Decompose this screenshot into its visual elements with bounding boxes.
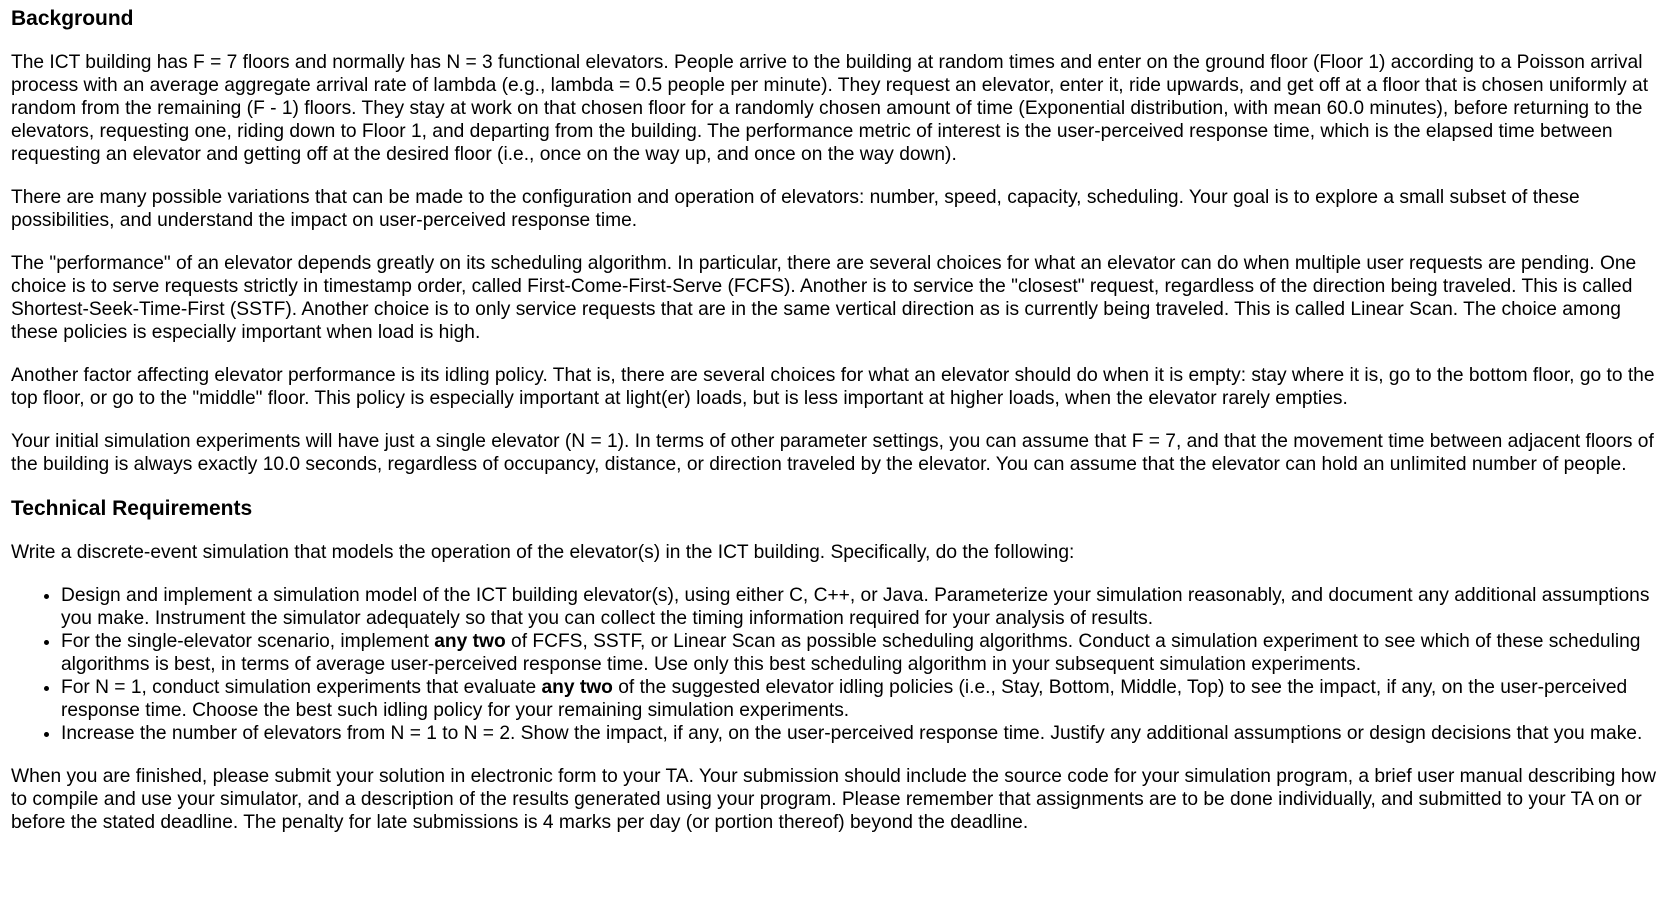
list-item: • Design and implement a simulation model of the ICT building elevator(s), using either C, C++, or Java. Parameterize your simulation reasonably, and document any additional assumptions you make. Instrument the simulator adequately so that you can collect the timing information required for your analysis of results. (61, 584, 1661, 630)
list-item (61, 676, 1661, 722)
background-paragraph-4: Another factor affecting elevator performance is its idling policy. That is, there are several choices for what an elevator should do when it is empty: stay where it is, go to the bottom floor, go to the top floor, or go to the "middle" floor. This policy is especially important at light(er) loads, but is less important at higher loads, when the elevator rarely empties. (11, 365, 1655, 409)
list-item-text: For the single-elevator scenario, implement (61, 631, 435, 652)
background-paragraph-1: The ICT building has F = 7 floors and normally has N = 3 functional elevators. People arrive to the building at random times and enter on the ground floor (Floor 1) according to a Poisson arrival process with an average aggregate arrival rate of lambda (e.g., lambda = 0.5 people per minute). They request an elevator, enter it, ride upwards, and get off at a floor that is chosen uniformly at random from the remaining (F - 1) floors. They stay at work on that chosen floor for a randomly chosen amount of time (Exponential distribution, with mean 60.0 minutes), before returning to the elevators, requesting one, riding down to Floor 1, and departing from the building. The performance metric of interest is the user-perceived response time, which is the elapsed time between requesting an elevator and getting off at the desired floor (i.e., once on the way up, and once on the way down). (11, 52, 1649, 165)
background-paragraph-5: Your initial simulation experiments will have just a single elevator (N = 1). In terms of other parameter settings, you can assume that F = 7, and that the movement time between adjacent floors of the building is always exactly 10.0 seconds, regardless of occupancy, distance, or direction traveled by the elevator. You can assume that the elevator can hold an unlimited number of people. (11, 431, 1654, 475)
list-item (61, 630, 1661, 676)
technical-intro: Write a discrete-event simulation that models the operation of the elevator(s) in the ICT building. Specifically, do the following: (11, 542, 1075, 563)
requirements-list (11, 584, 1661, 745)
background-heading: Background (11, 7, 134, 30)
list-item-emphasis: any two (434, 631, 506, 652)
list-item-text: For N = 1, conduct simulation experiments that evaluate (61, 677, 542, 698)
closing-paragraph: When you are finished, please submit your solution in electronic form to your TA. Your submission should include the source code for your simulation program, a brief user manual describing how to compile and use your simulator, and a description of the results generated using your program. Please remember that assignments are to be done individually, and submitted to your TA on or before the stated deadline. The penalty for late submissions is 4 marks per day (or portion thereof) beyond the deadline. (11, 766, 1656, 833)
background-paragraph-2: There are many possible variations that can be made to the configuration and operation of elevators: number, speed, capacity, scheduling. Your goal is to explore a small subset of these possibilities, and understand the impact on user-perceived response time. (11, 187, 1580, 231)
list-item-text: of FCFS, SSTF, or Linear Scan as possible scheduling algorithms. Conduct a simulation experiment to see which of these scheduling algorithms is best, in terms of average user-perceived response time. Use only this best scheduling algorithm in your subsequent simulation experiments. (61, 631, 1641, 675)
background-paragraph-3: The "performance" of an elevator depends greatly on its scheduling algorithm. In particular, there are several choices for what an elevator can do when multiple user requests are pending. One choice is to serve requests strictly in timestamp order, called First-Come-First-Serve (FCFS). Another is to service the "closest" request, regardless of the direction being traveled. This is called Shortest-Seek-Time-First (SSTF). Another choice is to only service requests that are in the same vertical direction as is currently being traveled. This is called Linear Scan. The choice among these policies is especially important when load is high. (11, 253, 1637, 343)
list-item: • Increase the number of elevators from N = 1 to N = 2. Show the impact, if any, on the user-perceived response time. Justify any additional assumptions or design decisions that you make. (61, 722, 1661, 745)
list-item-text: of the suggested elevator idling policies (i.e., Stay, Bottom, Middle, Top) to see the impact, if any, on the user-perceived response time. Choose the best such idling policy for your remaining simulation experiments. (61, 677, 1628, 721)
technical-requirements-heading: Technical Requirements (11, 497, 253, 520)
list-item-emphasis: any two (541, 677, 613, 698)
